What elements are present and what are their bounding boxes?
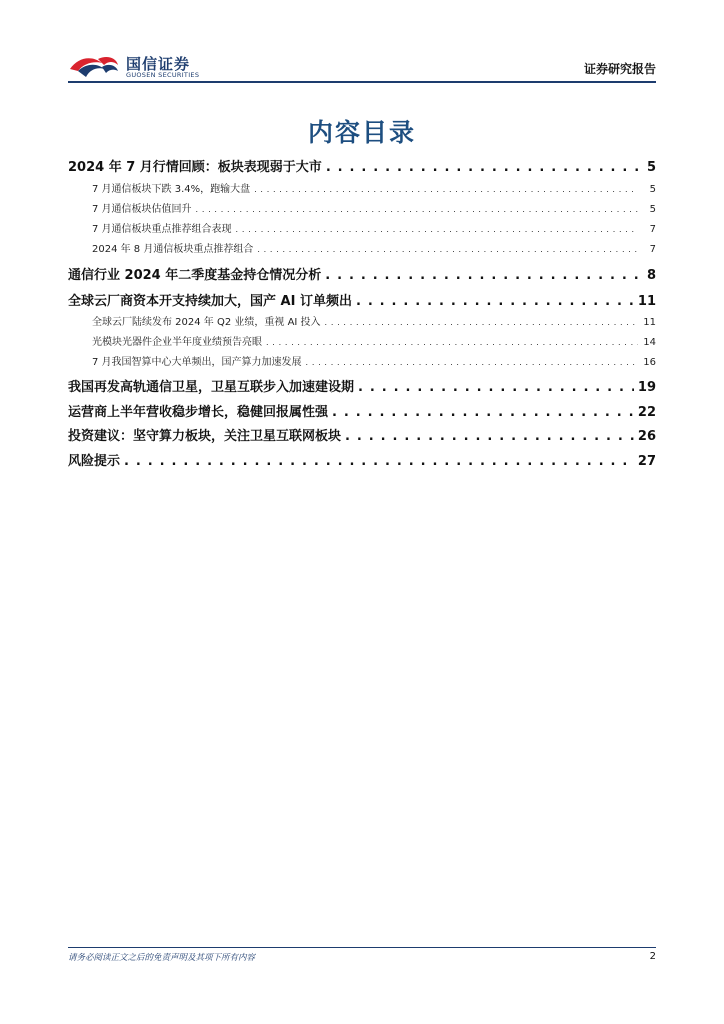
toc-entry-label: 7 月通信板块估值回升: [92, 204, 192, 215]
toc-entry-page: 5: [649, 184, 656, 195]
toc-dot-leader: [196, 205, 638, 214]
page-number: 2: [649, 951, 656, 962]
footer-divider: [68, 947, 656, 948]
toc-dot-leader: [236, 225, 638, 234]
toc-entry-subsection[interactable]: [68, 313, 656, 328]
toc-entry-section[interactable]: [68, 376, 656, 395]
page-header: [68, 50, 656, 86]
guosen-logo-mark-icon: [68, 53, 120, 81]
footer-disclaimer: 请务必阅读正文之后的免责声明及其项下所有内容: [68, 953, 256, 963]
header-divider: [68, 81, 656, 83]
toc-entry-page: 27: [637, 454, 656, 469]
toc-entry-section[interactable]: [68, 450, 656, 469]
toc-entry-label: 7 月我国智算中心大单频出，国产算力加速发展: [92, 357, 302, 368]
toc-entry-label: 2024 年 7 月行情回顾：板块表现弱于大市: [68, 160, 322, 175]
toc-entry-subsection[interactable]: [68, 353, 656, 368]
toc-entry-section[interactable]: [68, 290, 656, 309]
toc-entry-section[interactable]: [68, 156, 656, 175]
toc-entry-label: 风险提示: [68, 454, 121, 469]
toc-entry-page: 19: [637, 380, 656, 395]
toc-entry-label: 全球云厂商资本开支持续加大，国产 AI 订单频出: [68, 294, 352, 309]
toc-entry-page: 7: [649, 244, 656, 255]
toc-title: 内容目录: [307, 118, 416, 147]
toc-entry-page: 5: [646, 160, 656, 175]
toc-entry-label: 光模块光器件企业半年度业绩预告亮眼: [92, 337, 262, 348]
toc-dot-leader: [325, 268, 643, 283]
toc-entry-page: 5: [649, 204, 656, 215]
toc-entry-subsection[interactable]: [68, 240, 656, 255]
toc-dot-leader: [266, 338, 638, 347]
toc-dot-leader: [325, 318, 638, 327]
logo-english-name: GUOSEN SECURITIES: [126, 71, 200, 79]
toc-entry-label: 7 月通信板块重点推荐组合表现: [92, 224, 232, 235]
toc-entry-page: 8: [646, 268, 656, 283]
toc-entry-section[interactable]: [68, 425, 656, 444]
toc-entry-page: 11: [643, 317, 656, 328]
toc-dot-leader: [124, 454, 634, 469]
toc-dot-leader: [358, 380, 634, 395]
toc-dot-leader: [326, 160, 643, 175]
logo-chinese-name: 国信证券: [126, 55, 191, 73]
toc-entry-subsection[interactable]: [68, 220, 656, 235]
toc-entry-page: 11: [637, 294, 656, 309]
toc-entry-label: 通信行业 2024 年二季度基金持仓情况分析: [68, 268, 322, 283]
toc-dot-leader: [356, 294, 634, 309]
toc-entry-page: 22: [637, 405, 656, 420]
toc-entry-label: 2024 年 8 月通信板块重点推荐组合: [92, 244, 254, 255]
toc-entry-label: 运营商上半年营收稳步增长，稳健回报属性强: [68, 405, 329, 420]
toc-entry-section[interactable]: [68, 401, 656, 420]
toc-entry-page: 14: [643, 337, 656, 348]
toc-entry-label: 我国再发高轨通信卫星，卫星互联步入加速建设期: [68, 380, 355, 395]
toc-dot-leader: [345, 429, 634, 444]
toc-entry-label: 投资建议：坚守算力板块，关注卫星互联网板块: [68, 429, 342, 444]
toc-entry-label: 7 月通信板块下跌 3.4%，跑输大盘: [92, 184, 251, 195]
toc-dot-leader: [257, 245, 638, 254]
toc-entry-page: 26: [637, 429, 656, 444]
toc-entry-subsection[interactable]: [68, 200, 656, 215]
report-type-label: 证券研究报告: [583, 62, 656, 76]
toc-entry-page: 16: [643, 357, 656, 368]
toc-entry-label: 全球云厂陆续发布 2024 年 Q2 业绩，重视 AI 投入: [92, 317, 321, 328]
toc-entry-section[interactable]: [68, 264, 656, 283]
toc-entry-subsection[interactable]: [68, 180, 656, 195]
toc-dot-leader: [306, 358, 638, 367]
toc-entry-subsection[interactable]: [68, 333, 656, 348]
toc-dot-leader: [254, 185, 638, 194]
guosen-logo: [68, 50, 218, 84]
toc-dot-leader: [332, 405, 634, 420]
toc-entry-page: 7: [649, 224, 656, 235]
